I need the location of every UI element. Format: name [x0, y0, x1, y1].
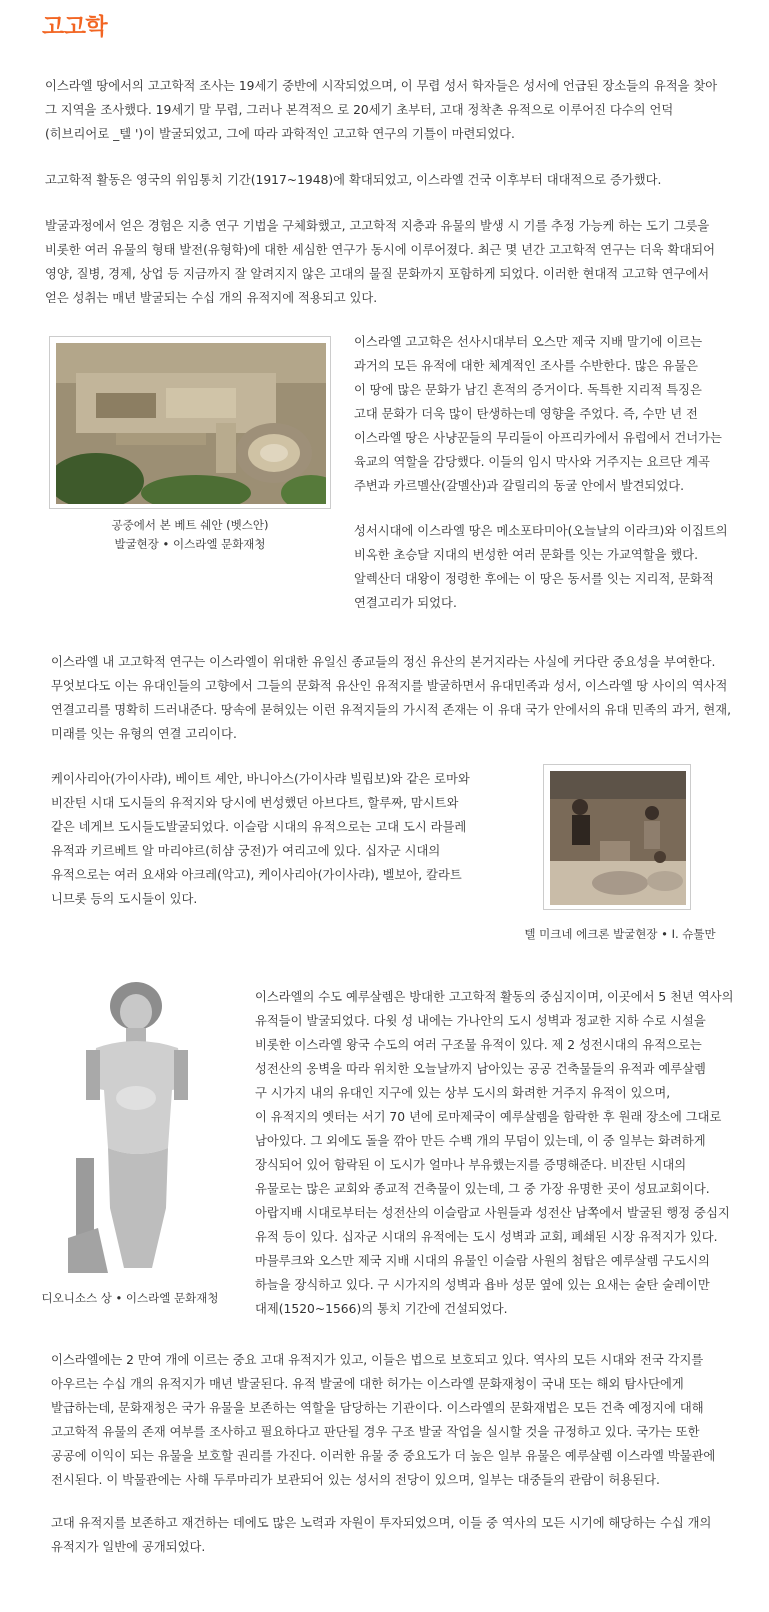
aerial-excavation-photo: [56, 343, 326, 504]
figure-beit-shean-caption: 공중에서 본 베트 쉐안 (벳스안) 발굴현장 • 이스라엘 문화재청: [111, 518, 269, 551]
paragraph-methods: 발굴과정에서 얻은 경험은 지층 연구 기법을 구체화했고, 고고학적 지층과 유물의 발생 시 기를 추정 가능케 하는 도기 그릇을 비롯한 여러 유물의 형태 발전(유형학)에 대한 세심한 연구가 동시에 이루어졌다. 최근 몇 년간 고고학적 연구는 더욱 확대되어 영양, 질병, 경제, 상업 등 지금까지 잘 알려지지 않은 고대의 물질 문화까지 포함하게 되었다. 이러한 현대적 고고학 연구에서 얻은 성취는 매년 발굴되는 수십 개의 유적지에 적용되고 있다.: [45, 219, 715, 305]
paragraph-prehistory: 이스라엘 고고학은 선사시대부터 오스만 제국 지배 말기에 이르는 과거의 모든 유적에 대한 체계적인 조사를 수반한다. 많은 유물은 이 땅에 많은 문화가 남긴 흔적의 증거이다. 독특한 지리적 특징은 고대 문화가 더욱 많이 탄생하는데 영향을 주었다. 즉, 수만 년 전 이스라엘 땅은 사냥꾼들의 무리들이 아프리카에서 유럽에서 건너가는 육교의 역할을 감당했다. 이들의 임시 막사와 거주지는 요르단 계곡 주변과 카르멜산(갈멜산)과 갈릴리의 동굴 안에서 발견되었다.: [354, 335, 722, 493]
figure-tel-miqne-caption: 텔 미크네 에크론 발굴현장 • I. 슈툴만: [524, 927, 716, 941]
paragraph-preservation: 고대 유적지를 보존하고 재건하는 데에도 많은 노력과 자원이 투자되었으며, 이들 중 역사의 모든 시기에 해당하는 수십 개의 유적지가 일반에 공개되었다.: [51, 1516, 712, 1554]
paragraph-cities: 케이사리아(가이사랴), 베이트 셰안, 바니아스(가이사랴 빌립보)와 같은 로마와 비잔틴 시대 도시들의 유적지와 당시에 번성했던 아브다트, 할루짜, 맘시트와 같은 네게브 도시들도발굴되었다. 이슬람 시대의 유적으로는 고대 도시 라믈레 유적과 키르베트 알 마리야르(히샴 궁전)가 여리고에 있다. 십자군 시대의 유적으로는 여러 요새와 아크레(악고), 케이사리아(가이사랴), 벨보아, 칼라트 니므롯 등의 도시들이 있다.: [51, 772, 470, 906]
paragraph-jerusalem: 이스라엘의 수도 예루살렘은 방대한 고고학적 활동의 중심지이며, 이곳에서 5 천년 역사의 유적들이 발굴되었다. 다윗 성 내에는 가나안의 도시 성벽과 정교한 지하 수로 시설을 비롯한 이스라엘 왕국 수도의 여러 구조물 유적이 있다. 제 2 성전시대의 유적으로는 성전산의 옹벽을 따라 위치한 오늘날까지 남아있는 공공 건축물들의 유적과 예루살렘 구 시가지 내의 유대인 지구에 있는 상부 도시의 화려한 거주지 유적이 있으며, 이 유적지의 옛터는 서기 70 년에 로마제국이 예루살렘을 함락한 후 원래 장소에 그대로 남아있다. 그 외에도 돌을 깎아 만든 수백 개의 무덤이 있는데, 이 중 일부는 화려하게 장식되어 있어 함락된 이 도시가 얼마나 부유했는지를 증명해준다. 비잔틴 시대의 유물로는 많은 교회와 종교적 건축물이 있는데, 그 중 가장 유명한 곳이 성묘교회이다. 아랍지배 시대로부터는 성전산의 이슬람교 사원들과 성전산 남쪽에서 발굴된 행정 중심지 유적 등이 있다. 십자군 시대의 유적에는 도시 성벽과 교회, 폐쇄된 시장 유적지가 있다. 마믈루크와 오스만 제국 지배 시대의 유물인 이슬람 사원의 첨탑은 예루살렘 구도시의 하늘을 장식하고 있다. 구 시가지의 성벽과 욥바 성문 옆에 있는 요새는 술탄 술레이만 대제(1520~1566)의 통치 기간에 건설되었다.: [255, 990, 734, 1316]
paragraph-heritage-law: 이스라엘에는 2 만여 개에 이르는 중요 고대 유적지가 있고, 이들은 법으로 보호되고 있다. 역사의 모든 시대와 전국 각지를 아우르는 수십 개의 유적지가 매년 발굴된다. 유적 발굴에 대한 허가는 이스라엘 문화재청이 국내 또는 해외 탐사단에게 발급하는데, 문화재청은 국가 유물을 보존하는 역할을 담당하는 기관이다. 이스라엘의 문화재법은 모든 건축 예정지에 대해 고고학적 유물의 존재 여부를 조사하고 필요하다고 판단될 경우 구조 발굴 작업을 실시할 것을 규정하고 있다. 국가는 또한 공공에 이익이 되는 유물을 보호할 권리를 가진다. 이러한 유물 중 중요도가 더 높은 일부 유물은 예루살렘 이스라엘 박물관에 전시된다. 이 박물관에는 사해 두루마리가 보관되어 있는 성서의 전당이 있으며, 일부는 대중들의 관람이 허용된다.: [51, 1353, 716, 1487]
figure-dionysus-caption: 디오니소스 상 • 이스라엘 문화재청: [41, 1291, 219, 1305]
paragraph-mandate: 고고학적 활동은 영국의 위임통치 기간(1917~1948)에 확대되었고, 이스라엘 건국 이후부터 대대적으로 증가했다.: [45, 173, 662, 187]
dionysus-statue-photo: [68, 978, 208, 1273]
paragraph-intro: 이스라엘 땅에서의 고고학적 조사는 19세기 중반에 시작되었으며, 이 무렵 성서 학자들은 성서에 언급된 장소들의 유적을 찾아 그 지역을 조사했다. 19세기 말 무렵, 그러나 본격적으 로 20세기 초부터, 고대 정착촌 유적으로 이루어진 다수의 언덕 (히브리어로 _텔 ')이 발굴되었고, 그에 따라 과학적인 고고학 연구의 기틀이 마련되었다.: [45, 79, 718, 141]
page-title: 고고학: [42, 14, 108, 40]
excavation-site-photo: [550, 771, 686, 905]
paragraph-biblical-period: 성서시대에 이스라엘 땅은 메소포타미아(오늘날의 이라크)와 이집트의 비옥한 초승달 지대의 번성한 여러 문화를 잇는 가교역할을 했다. 알렉산더 대왕이 정령한 후에는 이 땅은 동서를 잇는 지리적, 문화적 연결고리가 되었다.: [354, 524, 728, 610]
figure-beit-shean: [49, 336, 331, 509]
paragraph-significance: 이스라엘 내 고고학적 연구는 이스라엘이 위대한 유일신 종교들의 정신 유산의 본거지라는 사실에 커다란 중요성을 부여한다. 무엇보다도 이는 유대인들의 고향에서 그들의 문화적 유산인 유적지를 발굴하면서 유대민족과 성서, 이스라엘 땅 사이의 역사적 연결고리를 명확히 드러내준다. 땅속에 묻혀있는 이런 유적지들의 가시적 존재는 이 유대 국가 안에서의 유대 민족의 과거, 현재, 미래를 잇는 유형의 연결 고리이다.: [51, 655, 732, 741]
figure-tel-miqne: [543, 764, 691, 910]
